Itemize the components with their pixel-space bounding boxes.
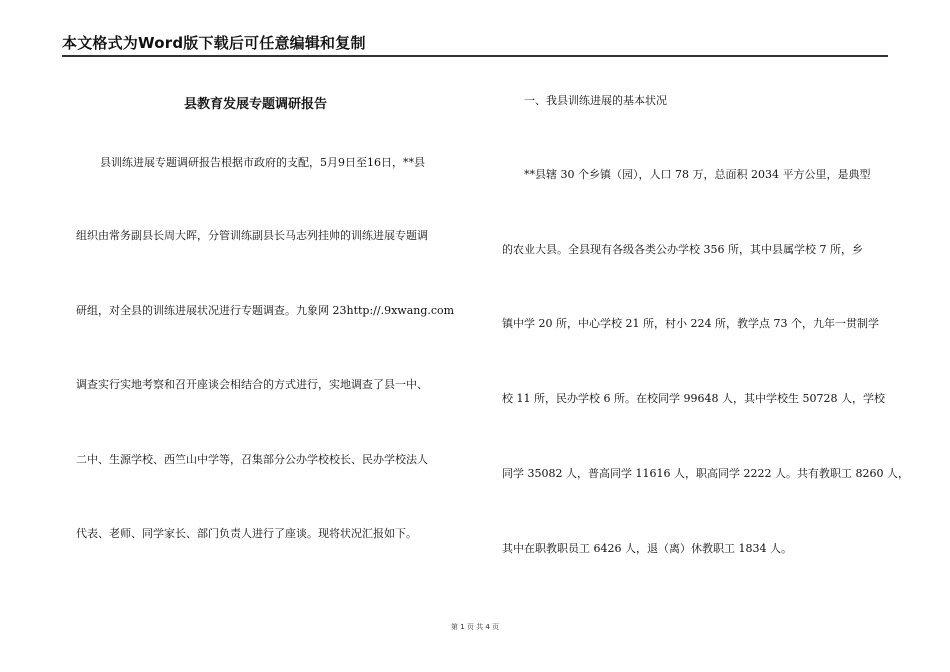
paragraph-line: 镇中学 20 所，中心学校 21 所，村小 224 所，教学点 73 个，九年一贯制学 (502, 317, 879, 330)
paragraph-line: 其中在职教职员工 6426 人，退（离）休教职工 1834 人。 (502, 542, 792, 555)
paragraph-line: 代表、老师、同学家长、部门负责人进行了座谈。现将状况汇报如下。 (76, 527, 417, 540)
paragraph-line: 同学 35082 人，普高同学 11616 人，职高同学 2222 人。共有教职工 8260 人， (502, 467, 909, 480)
paragraph-line: 校 11 所，民办学校 6 所。在校同学 99648 人，其中学校生 50728 人，学校 (502, 392, 885, 405)
paragraph-line: 调查实行实地考察和召开座谈会相结合的方式进行，实地调查了县一中、 (76, 378, 428, 391)
paragraph-line: 组织由常务副县长周大晖，分管训练副县长马志列挂帅的训练进展专题调 (76, 229, 428, 242)
document-title: 县教育发展专题调研报告 (184, 97, 328, 112)
header-divider (62, 55, 888, 57)
page-number-footer: 第 1 页 共 4 页 (450, 623, 500, 631)
paragraph-line: **县辖 30 个乡镇（园），人口 78 万，总面积 2034 平方公里，是典型 (524, 168, 871, 181)
paragraph-line: 县训练进展专题调研报告根据市政府的支配，5月9日至16日，**县 (100, 156, 425, 169)
paragraph-line: 研组，对全县的训练进展状况进行专题调查。九象网 23http://.9xwang.com (76, 304, 455, 317)
paragraph-line: 二中、生源学校、西竺山中学等，召集部分公办学校校长、民办学校法人 (76, 453, 428, 466)
paragraph-line: 的农业大县。全县现有各级各类公办学校 356 所，其中县属学校 7 所，乡 (502, 243, 863, 256)
section-heading: 一、我县训练进展的基本状况 (524, 94, 667, 107)
download-notice-banner: 本文格式为Word版下载后可任意编辑和复制 (62, 34, 366, 52)
